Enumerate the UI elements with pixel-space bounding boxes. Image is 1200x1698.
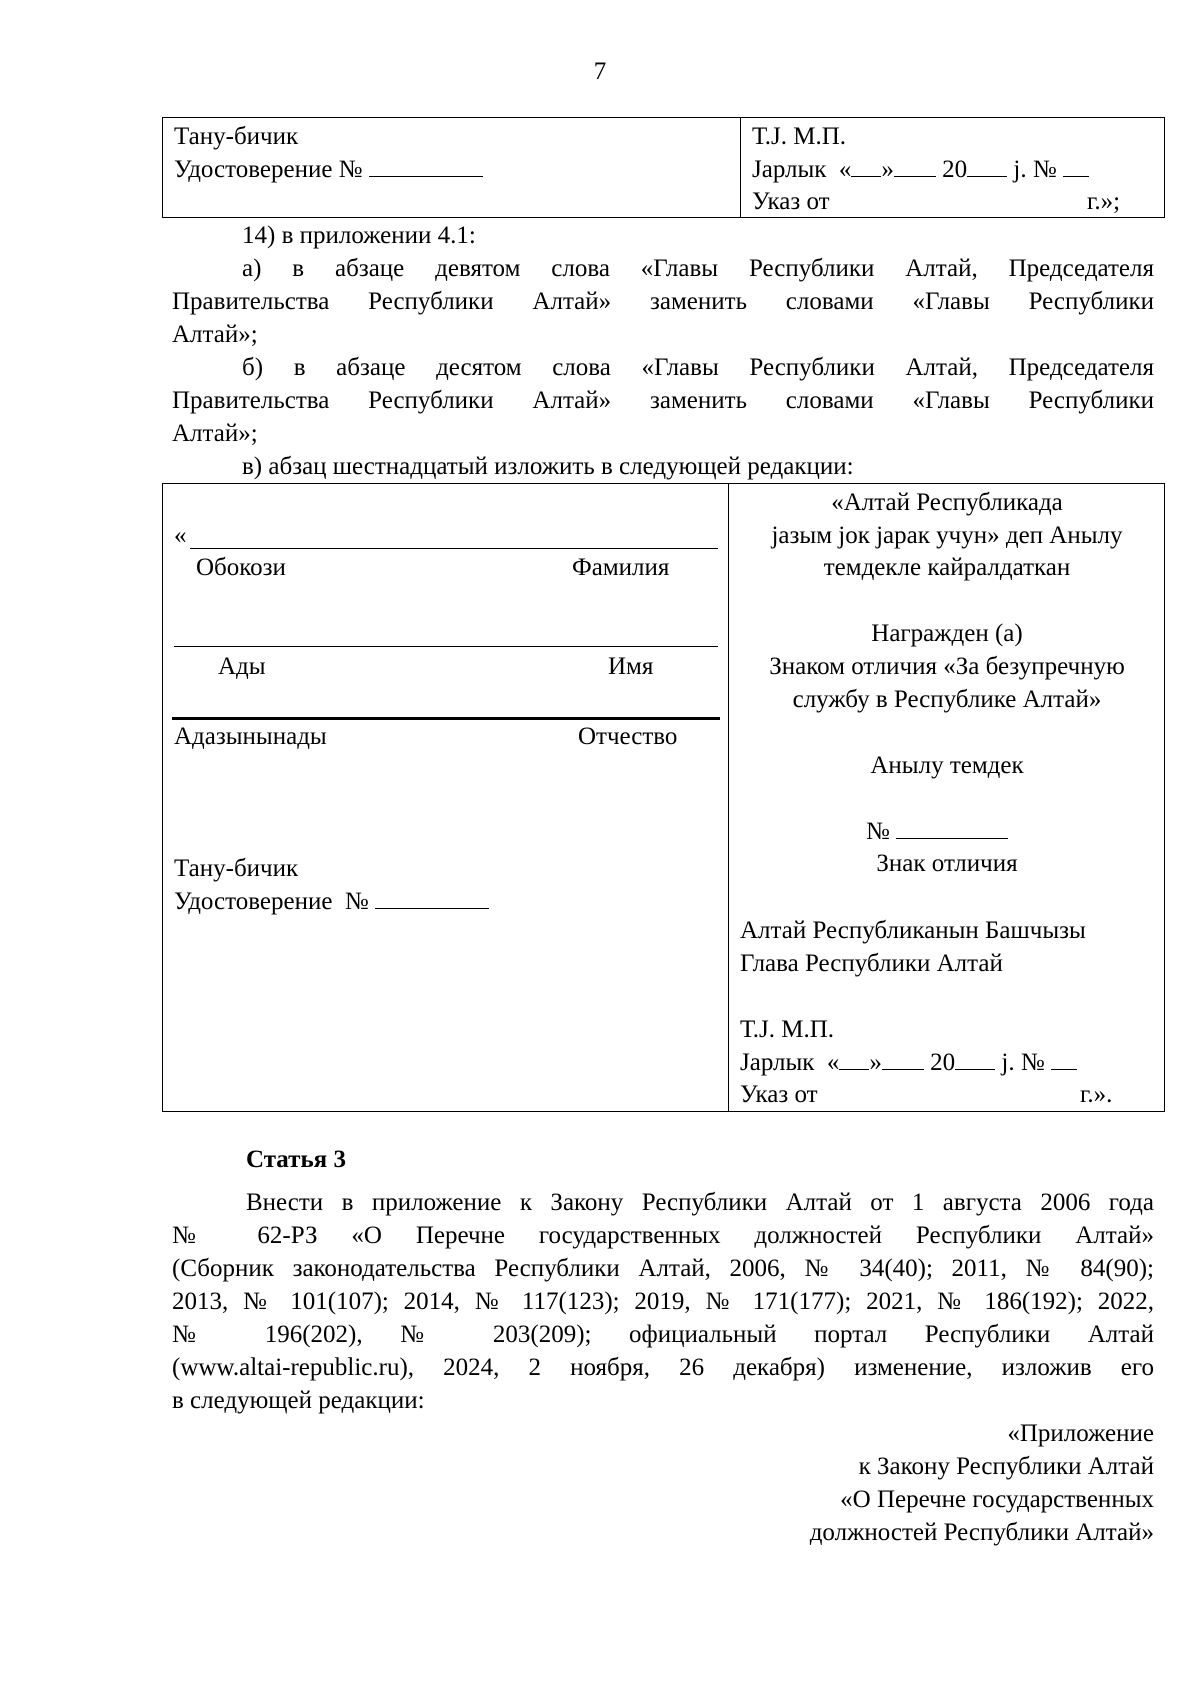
seal-label: Т.J. М.П. bbox=[740, 1016, 835, 1043]
patronymic-line bbox=[172, 717, 720, 720]
top-right-line3b: г.»; bbox=[1087, 188, 1121, 215]
head-alt: Алтай Республиканын Башчызы bbox=[740, 917, 1086, 944]
decree-number-label: j. № bbox=[995, 1049, 1045, 1076]
top-left-line2 bbox=[174, 154, 483, 186]
article-line4: 2013, № 101(107); 2014, № 117(123); 2019, № 171(177); 2021, № 186(192); 2022, bbox=[172, 1288, 1154, 1315]
head-label: Глава Республики Алтай bbox=[740, 950, 1003, 977]
decree-line bbox=[740, 1047, 1077, 1079]
badge-number-line bbox=[866, 816, 1008, 848]
year-prefix: 20 bbox=[935, 156, 968, 183]
appendix-line4: должностей Республики Алтай» bbox=[809, 1519, 1154, 1546]
article-line6: (www.altai-republic.ru), 2024, 2 ноября, 26 декабря) изменение, изложив его bbox=[172, 1354, 1154, 1381]
surname-alt: Обокози bbox=[196, 554, 286, 581]
jarlyk-label: Jарлык « bbox=[752, 156, 852, 183]
badge-number-blank bbox=[896, 816, 1008, 839]
page-number: 7 bbox=[593, 58, 607, 85]
amend-b-line1: б) в абзаце десятом слова «Главы Республики Алтай, Председателя bbox=[242, 354, 1154, 381]
surname-label: Фамилия bbox=[572, 554, 670, 581]
awarded-2: Знаком отличия «За безупречную bbox=[769, 653, 1125, 680]
badge-alt: Анылу темдек bbox=[870, 752, 1024, 779]
top-certificate-label: Удостоверение № bbox=[174, 156, 363, 183]
article-line7: в следующей редакции: bbox=[172, 1387, 425, 1414]
award-header-3: темдекле кайралдаткан bbox=[823, 554, 1071, 581]
top-right-line2 bbox=[752, 154, 1089, 186]
amend-a-line3: Алтай»; bbox=[172, 321, 258, 348]
top-right-line1: Т.J. М.П. bbox=[752, 123, 847, 150]
top-table-divider bbox=[740, 117, 741, 218]
decree-month-blank bbox=[882, 1047, 924, 1070]
amend-a-line1: а) в абзаце девятом слова «Главы Республики Алтай, Председателя bbox=[242, 255, 1154, 282]
decree-quote-close: » bbox=[869, 1049, 882, 1076]
decree-day-blank bbox=[839, 1047, 869, 1070]
decree-number-blank bbox=[1051, 1047, 1077, 1070]
award-header-1: «Алтай Республикада bbox=[831, 489, 1063, 516]
amend-b-line3: Алтай»; bbox=[172, 420, 258, 447]
article-line5: № 196(202), № 203(209); официальный портал Республики Алтай bbox=[172, 1321, 1154, 1348]
article-line1: Внести в приложение к Закону Республики Алтай от 1 августа 2006 года bbox=[246, 1189, 1154, 1216]
surname-line bbox=[190, 548, 718, 549]
certificate-blank bbox=[369, 154, 483, 177]
quote-close: » bbox=[881, 156, 894, 183]
awarded-3: службу в Республике Алтай» bbox=[792, 686, 1102, 713]
award-header-2: jазым jок jарак учун» деп Анылу bbox=[771, 522, 1123, 549]
article-line2: № 62-РЗ «О Перечне государственных должностей Республики Алтай» bbox=[172, 1222, 1154, 1249]
number-label: j. № bbox=[1007, 156, 1057, 183]
ukaz-end: г.». bbox=[1080, 1081, 1113, 1108]
day-blank bbox=[851, 154, 881, 177]
amend-v: в) абзац шестнадцатый изложить в следующей редакции: bbox=[242, 453, 854, 480]
top-right-line3a: Указ от bbox=[752, 188, 830, 215]
appendix-line3: «О Перечне государственных bbox=[840, 1486, 1154, 1513]
name-line bbox=[174, 646, 718, 647]
ukaz-label: Указ от bbox=[740, 1081, 818, 1108]
amend-b-line2: Правительства Республики Алтай» заменить словами «Главы Республики bbox=[172, 387, 1154, 414]
decree-jarlyk-label: Jарлык « bbox=[740, 1049, 840, 1076]
patronymic-label: Отчество bbox=[578, 723, 678, 750]
year-blank bbox=[967, 154, 1007, 177]
name-alt: Ады bbox=[218, 653, 266, 680]
id-label: Удостоверение № bbox=[174, 888, 369, 915]
name-label: Имя bbox=[608, 653, 654, 680]
id-label-line bbox=[174, 886, 489, 918]
id-number-blank bbox=[375, 886, 489, 909]
amend-14: 14) в приложении 4.1: bbox=[242, 222, 476, 249]
awarded-1: Награжден (а) bbox=[871, 620, 1023, 647]
article-line3: (Сборник законодательства Республики Алтай, 2006, № 34(40); 2011, № 84(90); bbox=[172, 1255, 1154, 1282]
number-blank bbox=[1063, 154, 1089, 177]
appendix-line1: «Приложение bbox=[1007, 1420, 1154, 1447]
badge-label: Знак отличия bbox=[876, 850, 1018, 877]
decree-year-prefix: 20 bbox=[923, 1049, 956, 1076]
award-table-divider bbox=[728, 483, 729, 1112]
appendix-line2: к Закону Республики Алтай bbox=[858, 1453, 1154, 1480]
article-title: Статья 3 bbox=[246, 1146, 346, 1173]
decree-year-blank bbox=[955, 1047, 995, 1070]
amend-a-line2: Правительства Республики Алтай» заменить словами «Главы Республики bbox=[172, 288, 1154, 315]
quote-open: « bbox=[174, 522, 187, 549]
patronymic-alt: Адазынынады bbox=[174, 723, 327, 750]
id-alt: Тану-бичик bbox=[174, 855, 299, 882]
month-blank bbox=[894, 154, 936, 177]
badge-number-label: № bbox=[866, 818, 890, 845]
top-left-line1: Тану-бичик bbox=[174, 123, 299, 150]
